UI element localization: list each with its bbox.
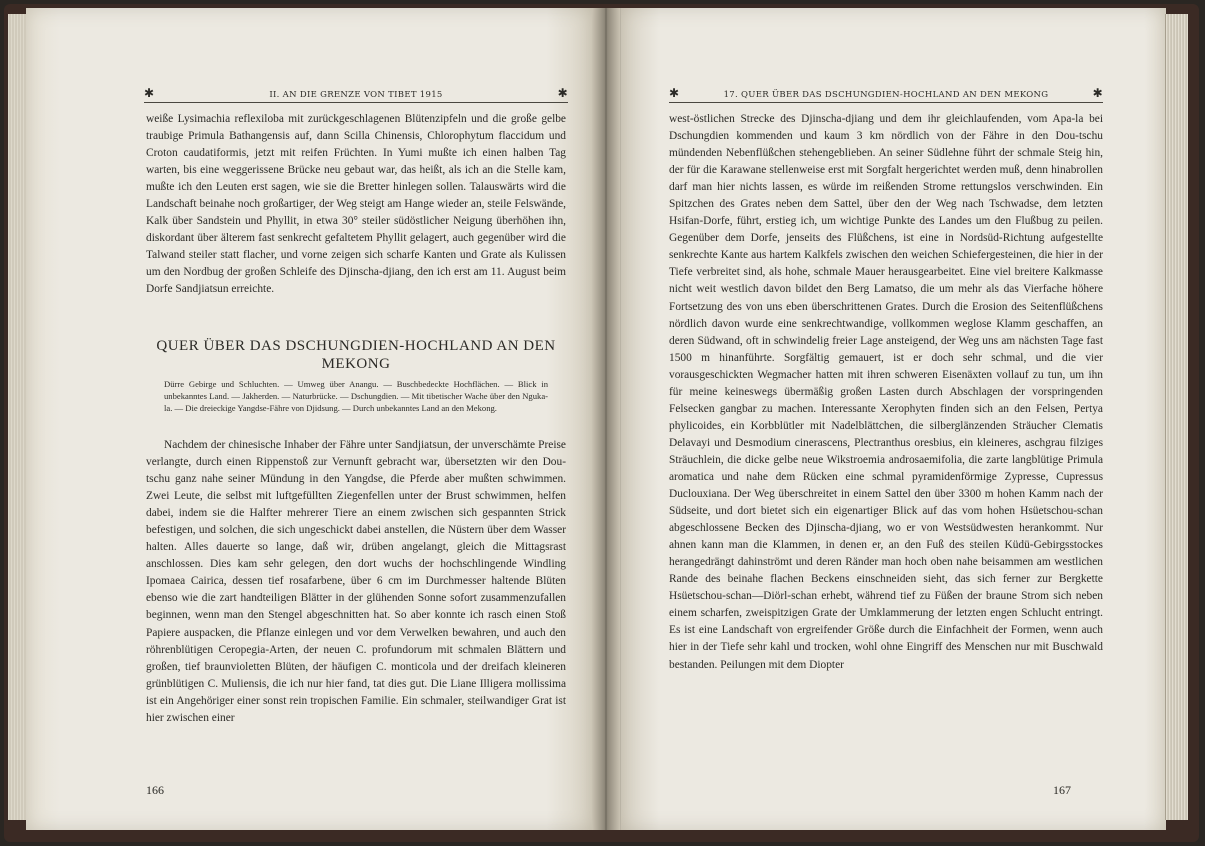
running-head-title: II. AN DIE GRENZE VON TIBET 1915 bbox=[269, 90, 443, 100]
ornament-star-icon: ✱ bbox=[669, 86, 680, 100]
left-paragraph-2 bbox=[146, 437, 566, 727]
left-paragraph-1 bbox=[146, 111, 566, 299]
left-running-head bbox=[144, 81, 568, 103]
ornament-star-icon: ✱ bbox=[144, 86, 155, 100]
left-page bbox=[26, 8, 593, 830]
paragraph-text: west-östlichen Strecke des Djinscha-djiang und dem ihr gleichlaufenden, vom Apa-la bei Dschungdien kommenden und kaum 3 km nördlich von der Fähre in den Dou-tschu mündenden Nebenflüßchen stehengeblieben. An seiner Südlehne führt der schmale Steig hin, der für die Karawane stellenweise erst mit Sorgfalt hergerichtet werden muß, denn hinabrollen darf man hier nichts lassen, es würde im reißenden Strome rettungslos verschwinden. Ein Spitzchen des Grates neben dem Sattel, über den der Weg nach Tschwadse, dem letzten Hsifan-Dorfe, führt, erstieg ich, um wichtige Punkte des Landes um den Flußbug zu peilen. Gegenüber dem Dorfe, jenseits des Flüßchens, ist eine in Nordsüd-Richtung aufgestellte senkrechte Kante aus hartem Kalkfels zwischen den weichen Schiefergesteinen, die hier in der Tiefe verbreitet sind, als hohe, schmale Mauer herausgearbeitet. Eine viel breitere Kalkmasse nicht weit westlich davon bildet den Berg Lamatso, die um mehr als das Vierfache höhere Fortsetzung des von uns eben überschrittenen Grates. Durch die Erosion des Seitenflüßchens nördlich davon wurde eine senkrechtwandige, vollkommen weglose Klamm geschaffen, an deren Südwand, oft in schwindelig freier Lage ansteigend, der Weg uns am nächsten Tage fast 1500 m hinanführte. Sorgfältig gemauert, ist er doch sehr schmal, und die vier vorausgeschickten Wegmacher hatten mit ihren schweren Eisenäxten vollauf zu tun, um ihn für meine keineswegs übermäßig großen Lasten durch Abschlagen der vorspringenden Felsecken gangbar zu machen. Interessante Xerophyten finden sich an den Felsen, Pertya phylicoides, ein Korbblütler mit Nadelblättchen, die silberglänzenden Sträucher Clematis Delavayi und Desmodium cinerascens, Plectranthus oresbius, ein kleineres, aschgrau filziges Sträuchlein, die dicke gelbe neue Wikstroemia androsaemifolia, die zarte langblütige Primula aromatica und nahe dem Rücken eine schmal pyramidenförmige Zypresse, Cupressus Duclouxiana. Der Weg überschreitet in einem Sattel den über 3300 m hohen Kamm nach der Südseite, und dort bietet sich ein eigenartiger Blick auf das vom hohen Hsüetschou-schan abgeschlossene Becken des Djinscha-djiang, wo er von Westsüdwesten herankommt. Nur ahnen kann man die Klammen, in denen er, an den Fuß des steilen Küdü-Gebirgsstockes herangedrängt dahinströmt und deren Ränder man hoch oben nahe beisammen am westlichen Rande des beinahe flachen Beckens einschneiden sieht, das sich ferner zur Bergkette Hsüetschou-schan—Diörl-schan erhebt, während tief zu Füßen der braune Strom sich neben einem scharfen, zweispitzigen Grate der Umklammerung der letzten engen Schlucht entringt. Es ist eine Landschaft von ergreifender Größe durch die Einfachheit der Formen, wenn auch hier in der Tiefe sehr kahl und trocken, wohl ohne Eingriff des Menschen nur mit Buschwald bestanden. Peilungen mit dem Diopter bbox=[669, 113, 1103, 671]
right-page bbox=[620, 8, 1166, 830]
book-gutter bbox=[592, 8, 620, 830]
chapter-title: QUER ÜBER DAS DSCHUNGDIEN-HOCHLAND AN DEN MEKONG bbox=[156, 338, 556, 372]
paragraph-text: Nachdem der chinesische Inhaber der Fähre unter Sandjiatsun, der unverschämte Preise verlangte, durch einen Rippenstoß zur Vernunft gebracht war, übersetzten wir den Dou-tschu ganz nahe seiner Mündung in den Yangdse, die Pferde aber mußten schwimmen. Zwei Leute, die selbst mit luftgefüllten Ziegenfellen unter der Brust schwimmen, helfen dabei, indem sie die Halfter mehrerer Tiere an einem zwischen sich gespannten Strick befestigen, und solchen, die sich ungeschickt dabei anstellen, die Nüstern über dem Wasser halten. Alles dauerte so lange, daß wir, drüben angelangt, gleich die Mittagsrast anschlossen. Dies kam sehr gelegen, den dort wuchs der hochschlingende Windling Ipomaea Cairica, dessen tief rosafarbene, über 6 cm im Durchmesser haltende Blüten ebenso wie die zart handteiligen Blätter in der glühenden Sonne sofort zusammenzufallen beginnen, wenn man den Stengel abgeschnitten hat. So aber konnte ich rasch einen Stoß Papiere auspacken, die Pflanze einlegen und vor dem Verwelken bewahren, und auch den röhrenblütigen Ceropegia-Arten, der neuen C. profundorum mit schmalen Blättern und großen, tief braunvioletten Blüten, der häufigen C. monticola und der dreifach kleineren grünblütigen C. Muliensis, die ich nur hier fand, tat dies gut. Die Liane Illigera mollissima ist ein Angehöriger einer sonst rein tropischen Familie. Ein schmaler, steilwandiger Grat ist hier zwischen einer bbox=[146, 439, 566, 724]
right-page-edges bbox=[1165, 14, 1188, 820]
right-running-head bbox=[669, 81, 1103, 103]
ornament-star-icon: ✱ bbox=[557, 86, 568, 100]
ornament-star-icon: ✱ bbox=[1092, 86, 1103, 100]
chapter-summary: Dürre Gebirge und Schluchten. — Umweg über Anangu. — Buschbedeckte Hochflächen. — Blick in unbekanntes Land. — Jakherden. — Naturbrücke. — Dschungdien. — Mit tibetischer Wache über den Nguka-la. — Die dreieckige Yangdse-Fähre von Djidsung. — Durch unbekanntes Land an den Mekong. bbox=[164, 379, 548, 413]
right-paragraph-1 bbox=[669, 111, 1103, 674]
page-number: 167 bbox=[1053, 783, 1071, 797]
left-page-edges bbox=[8, 14, 26, 820]
running-head-title: 17. QUER ÜBER DAS DSCHUNGDIEN-HOCHLAND AN DEN MEKONG bbox=[723, 90, 1049, 100]
page-number: 166 bbox=[146, 783, 164, 797]
paragraph-text: weiße Lysimachia reflexiloba mit zurückgeschlagenen Blütenzipfeln und die große gelbe traubige Primula Bathangensis auf, dann Scilla Chinensis, Chlorophytum flaccidum und Croton caudatiformis, jetzt mit reifen Früchten. In Yumi mußte ich einen halben Tag warten, bis eine weggerissene Brücke neu gebaut war, das heißt, als ich an die Stelle kam, mußte ich den Leuten erst sagen, wie sie die Bretter hinlegen sollen. Talauswärts wird die Landschaft beinahe noch großartiger, der Weg steigt am Hange wieder an, steile Felswände, Kalk über Sandstein und Phyllit, in etwa 30° steiler südöstlicher Neigung überhöhen ihn, diskordant über älterem fast senkrecht gefaltetem Phyllit gelagert, auch gegenüber wird die Talwand steiler statt flacher, und vorne zeigen sich scharfe Kanten und Grate als Kulissen um den Nordbug der großen Schleife des Djinscha-djiang, den ich erst am 11. August beim Dorfe Sandjiatsun erreichte. bbox=[146, 113, 566, 296]
